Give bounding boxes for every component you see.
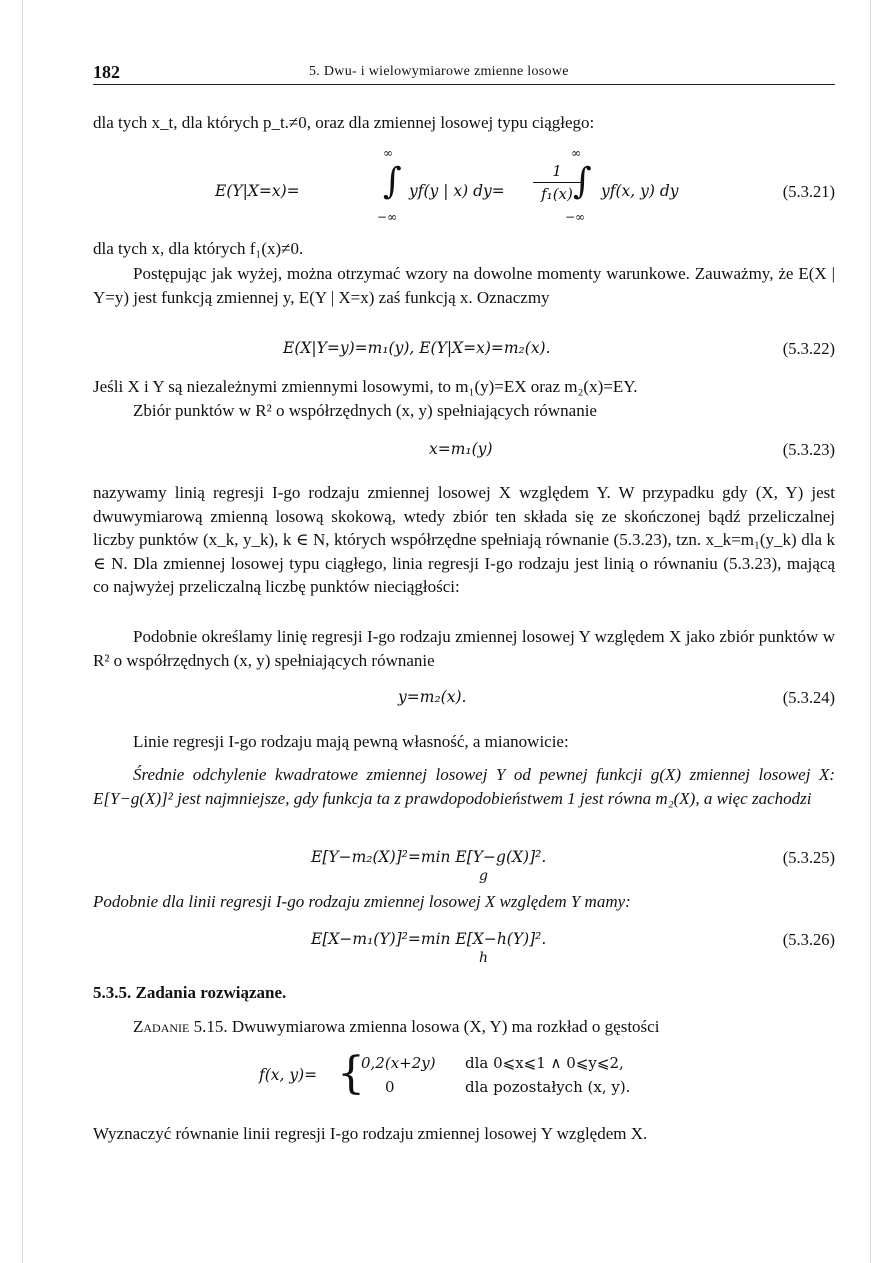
case-2-condition: dla pozostałych (x, y). [465, 1078, 631, 1096]
paragraph-11: Wyznaczyć równanie linii regresji I-go rodzaju zmiennej losowej Y względem X. [93, 1124, 648, 1143]
case-2-value: 0 [385, 1078, 395, 1096]
min-subscript: g [479, 868, 488, 884]
section-heading: 5.3.5. Zadania rozwiązane. [93, 983, 287, 1002]
page-header [93, 62, 835, 84]
eq-integrand-2: yf(x, y) dy [601, 182, 679, 200]
integral-sign-2: ∫ [573, 161, 592, 202]
case-1-value: 0,2(x+2y) [361, 1054, 436, 1072]
eq-body: y=m₂(x). [398, 688, 467, 706]
equation-5-3-25 [93, 848, 835, 888]
paragraph-10: Podobnie dla linii regresji I-go rodzaju zmiennej losowej X względem Y mamy: [93, 892, 631, 911]
equation-number: (5.3.26) [782, 930, 835, 949]
equation-number: (5.3.21) [782, 182, 835, 201]
page-number: 182 [93, 62, 120, 82]
eq-integrand-1: yf(y | x) dy= [409, 182, 505, 200]
eq-body: E[X−m₁(Y)]²=min E[X−h(Y)]². [311, 930, 547, 948]
equation-number: (5.3.24) [782, 688, 835, 707]
equation-number: (5.3.23) [782, 440, 835, 459]
running-title: 5. Dwu- i wielowymiarowe zmienne losowe [309, 64, 569, 79]
task-label: Zadanie [133, 1017, 190, 1036]
fraction-denominator: f₁(x) [541, 185, 573, 203]
eq-body: x=m₁(y) [429, 440, 493, 458]
integral-upper-limit-2: ∞ [571, 146, 581, 160]
eq-body: E[Y−m₂(X)]²=min E[Y−g(X)]². [311, 848, 547, 866]
equation-number: (5.3.25) [782, 848, 835, 867]
min-subscript: h [479, 950, 489, 966]
paragraph-1: dla tych x_t, dla których p_t.≠0, oraz dla zmiennej losowej typu ciągłego: [93, 113, 595, 132]
paragraph-7: Podobnie określamy linię regresji I-go rodzaju zmiennej losowej Y względem X jako zbiór punktów w R² o współrzędnych (x, y) spełniających równanie [93, 627, 835, 670]
paragraph-9-theorem: Średnie odchylenie kwadratowe zmiennej losowej Y od pewnej funkcji g(X) zmiennej losowej X: E[Y−g(X)]² jest najmniejsze, gdy funkcja ta z prawdopodobieństwem 1 jest równa m₂(X), a więc zachodzi [93, 765, 835, 808]
integral-lower-limit-2: −∞ [565, 210, 586, 224]
header-rule [93, 84, 835, 85]
cases-brace: { [337, 1048, 365, 1099]
fraction-numerator: 1 [552, 162, 562, 180]
density-definition [93, 1050, 835, 1110]
paragraph-6: nazywamy linią regresji I-go rodzaju zmiennej losowej X względem Y. W przypadku gdy (X, Y) jest dwuwymiarową zmienną losową skokową, wtedy zbiór ten składa się ze skończonej bądź przeliczalnej liczby punktów (x_k, y_k), k ∈ N, których współrzędne spełniają równanie (5.3.23), tzn. x_k=m₁(y_k) dla k ∈ N. Dla zmiennej losowej typu ciągłego, linia regresji I-go rodzaju jest linią o równaniu (5.3.23), mającą co najwyżej przeliczalną liczbę punktów nieciągłości: [93, 483, 835, 596]
equation-5-3-22 [93, 339, 835, 369]
paragraph-2: dla tych x, dla których f₁(x)≠0. [93, 239, 304, 258]
task-statement [93, 1015, 835, 1039]
right-scan-edge [870, 0, 871, 1263]
paragraph-4: Jeśli X i Y są niezależnymi zmiennymi losowymi, to m₁(y)=EX oraz m₂(x)=EY. [93, 377, 638, 396]
paragraph-3: Postępując jak wyżej, można otrzymać wzory na dowolne momenty warunkowe. Zauważmy, że E(X | Y=y) jest funkcją zmiennej y, E(Y | X=x) zaś funkcją x. Oznaczmy [93, 264, 835, 307]
equation-5-3-23 [93, 440, 835, 470]
eq-lhs: E(Y|X=x)= [215, 182, 300, 200]
equation-5-3-24 [93, 688, 835, 718]
integral-sign: ∫ [383, 161, 402, 202]
paragraph-8: Linie regresji I-go rodzaju mają pewną własność, a mianowicie: [133, 732, 569, 751]
integral-lower-limit: −∞ [377, 210, 398, 224]
density-lhs: f(x, y)= [259, 1066, 318, 1084]
equation-5-3-21 [93, 146, 835, 228]
case-1-condition: dla 0⩽x⩽1 ∧ 0⩽y⩽2, [465, 1054, 624, 1072]
integral-upper-limit: ∞ [383, 146, 393, 160]
task-number: 5.15. [193, 1017, 228, 1036]
task-text: Dwuwymiarowa zmienna losowa (X, Y) ma rozkład o gęstości [231, 1017, 660, 1036]
paragraph-5: Zbiór punktów w R² o współrzędnych (x, y) spełniających równanie [133, 401, 597, 420]
equation-number: (5.3.22) [782, 339, 835, 358]
left-scan-edge [22, 0, 23, 1263]
equation-5-3-26 [93, 930, 835, 970]
eq-body: E(X|Y=y)=m₁(y), E(Y|X=x)=m₂(x). [283, 339, 551, 357]
